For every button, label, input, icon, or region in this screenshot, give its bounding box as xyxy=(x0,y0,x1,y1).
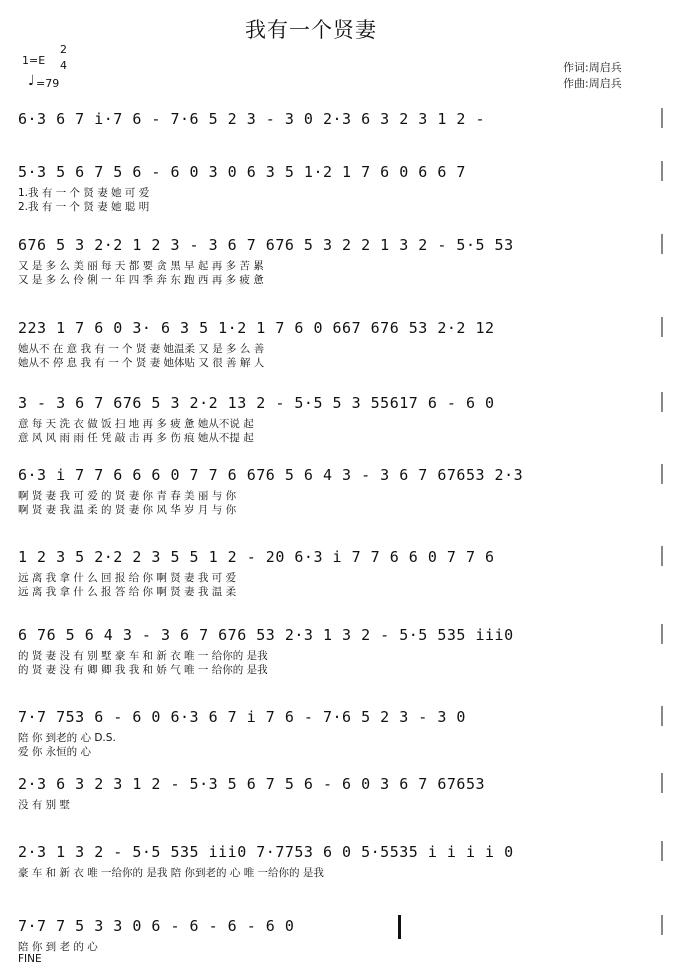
notation-row: 3 - 3 6 7 676 5 3 2·2 13 2 - 5·5 5 3 55617 6 - 6 0 xyxy=(18,394,495,412)
key-signature: 1=E xyxy=(22,54,46,67)
time-signature-bottom: 4 xyxy=(60,59,67,72)
lyric-line-2: 爱 你 永恒的 心 xyxy=(18,746,92,758)
lyric-line-1: 陪 你 到老的 心 D.S. xyxy=(18,732,116,744)
lyric-line-1: 又 是 多 么 美 丽 每 天 都 要 贪 黑 早 起 再 多 苦 累 xyxy=(18,260,264,272)
lyric-line-1: 啊 贤 妻 我 可 爱 的 贤 妻 你 青 春 美 丽 与 你 xyxy=(18,490,237,502)
notation-row: 6 76 5 6 4 3 - 3 6 7 676 53 2·3 1 3 2 - 5·5 535 iii0 xyxy=(18,626,514,644)
lyricist-credit: 作词:周启兵 xyxy=(563,61,622,74)
lyric-line-2: 远 离 我 拿 什 么 报 答 给 你 啊 贤 妻 我 温 柔 xyxy=(18,586,237,598)
notation-row: 223 1 7 6 0 3· 6 3 5 1·2 1 7 6 0 667 676 53 2·2 12 xyxy=(18,319,495,337)
lyric-line-2: FINE xyxy=(18,953,42,965)
lyric-line-2: 又 是 多 么 伶 俐 一 年 四 季 奔 东 跑 西 再 多 疲 惫 xyxy=(18,274,264,286)
song-title: 我有一个贤妻 xyxy=(245,18,377,42)
notation-row: 7·7 753 6 - 6 0 6·3 6 7 i 7 6 - 7·6 5 2 3 - 3 0 xyxy=(18,708,466,726)
lyric-line-1: 她从不 在 意 我 有 一 个 贤 妻 她温柔 又 是 多 么 善 xyxy=(18,343,265,355)
lyric-line-1: 1.我 有 一 个 贤 妻 她 可 爱 xyxy=(18,187,150,199)
notation-row: 5·3 5 6 7 5 6 - 6 0 3 0 6 3 5 1·2 1 7 6 0 6 6 7 xyxy=(18,163,466,181)
tempo-note-icon: ♩ xyxy=(28,73,35,89)
lyric-line-1: 意 每 天 洗 衣 做 饭 扫 地 再 多 疲 惫 她从不说 起 xyxy=(18,418,254,430)
notation-row: 6·3 i 7 7 6 6 6 0 7 7 6 676 5 6 4 3 - 3 6 7 67653 2·3 xyxy=(18,466,524,484)
lyric-line-1: 远 离 我 拿 什 么 回 报 给 你 啊 贤 妻 我 可 爱 xyxy=(18,572,237,584)
lyric-line-1: 豪 车 和 新 衣 唯 一给你的 是我 陪 你到老的 心 唯 一给你的 是我 xyxy=(18,867,324,879)
lyric-line-2: 啊 贤 妻 我 温 柔 的 贤 妻 你 风 华 岁 月 与 你 xyxy=(18,504,237,516)
lyric-line-1: 陪 你 到 老 的 心 xyxy=(18,941,98,953)
notation-row: 2·3 1 3 2 - 5·5 535 iii0 7·7753 6 0 5·5535 i i i i 0 xyxy=(18,843,514,861)
composer-credit: 作曲:周启兵 xyxy=(563,77,622,90)
lyric-line-2: 意 风 风 雨 雨 任 凭 敲 击 再 多 伤 痕 她从不提 起 xyxy=(18,432,254,444)
lyric-line-2: 她从不 停 息 我 有 一 个 贤 妻 她体贴 又 很 善 解 人 xyxy=(18,357,265,369)
notation-row: 676 5 3 2·2 1 2 3 - 3 6 7 676 5 3 2 2 1 3 2 - 5·5 53 xyxy=(18,236,514,254)
tempo-marking: =79 xyxy=(36,77,60,90)
notation-row: 1 2 3 5 2·2 2 3 5 5 1 2 - 20 6·3 i 7 7 6 6 0 7 7 6 xyxy=(18,548,495,566)
lyric-line-1: 没 有 别 墅 xyxy=(18,799,71,811)
time-signature-top: 2 xyxy=(60,43,67,56)
lyric-line-2: 的 贤 妻 没 有 卿 卿 我 我 和 娇 气 唯 一 给你的 是我 xyxy=(18,664,268,676)
notation-row: 2·3 6 3 2 3 1 2 - 5·3 5 6 7 5 6 - 6 0 3 6 7 67653 xyxy=(18,775,486,793)
lyric-line-1: 的 贤 妻 没 有 别 墅 豪 车 和 新 衣 唯 一 给你的 是我 xyxy=(18,650,268,662)
notation-row: 6·3 6 7 i·7 6 - 7·6 5 2 3 - 3 0 2·3 6 3 2 3 1 2 - xyxy=(18,110,486,128)
lyric-line-2: 2.我 有 一 个 贤 妻 她 聪 明 xyxy=(18,201,150,213)
notation-row: 7·7 7 5 3 3 0 6 - 6 - 6 - 6 0 xyxy=(18,917,295,935)
